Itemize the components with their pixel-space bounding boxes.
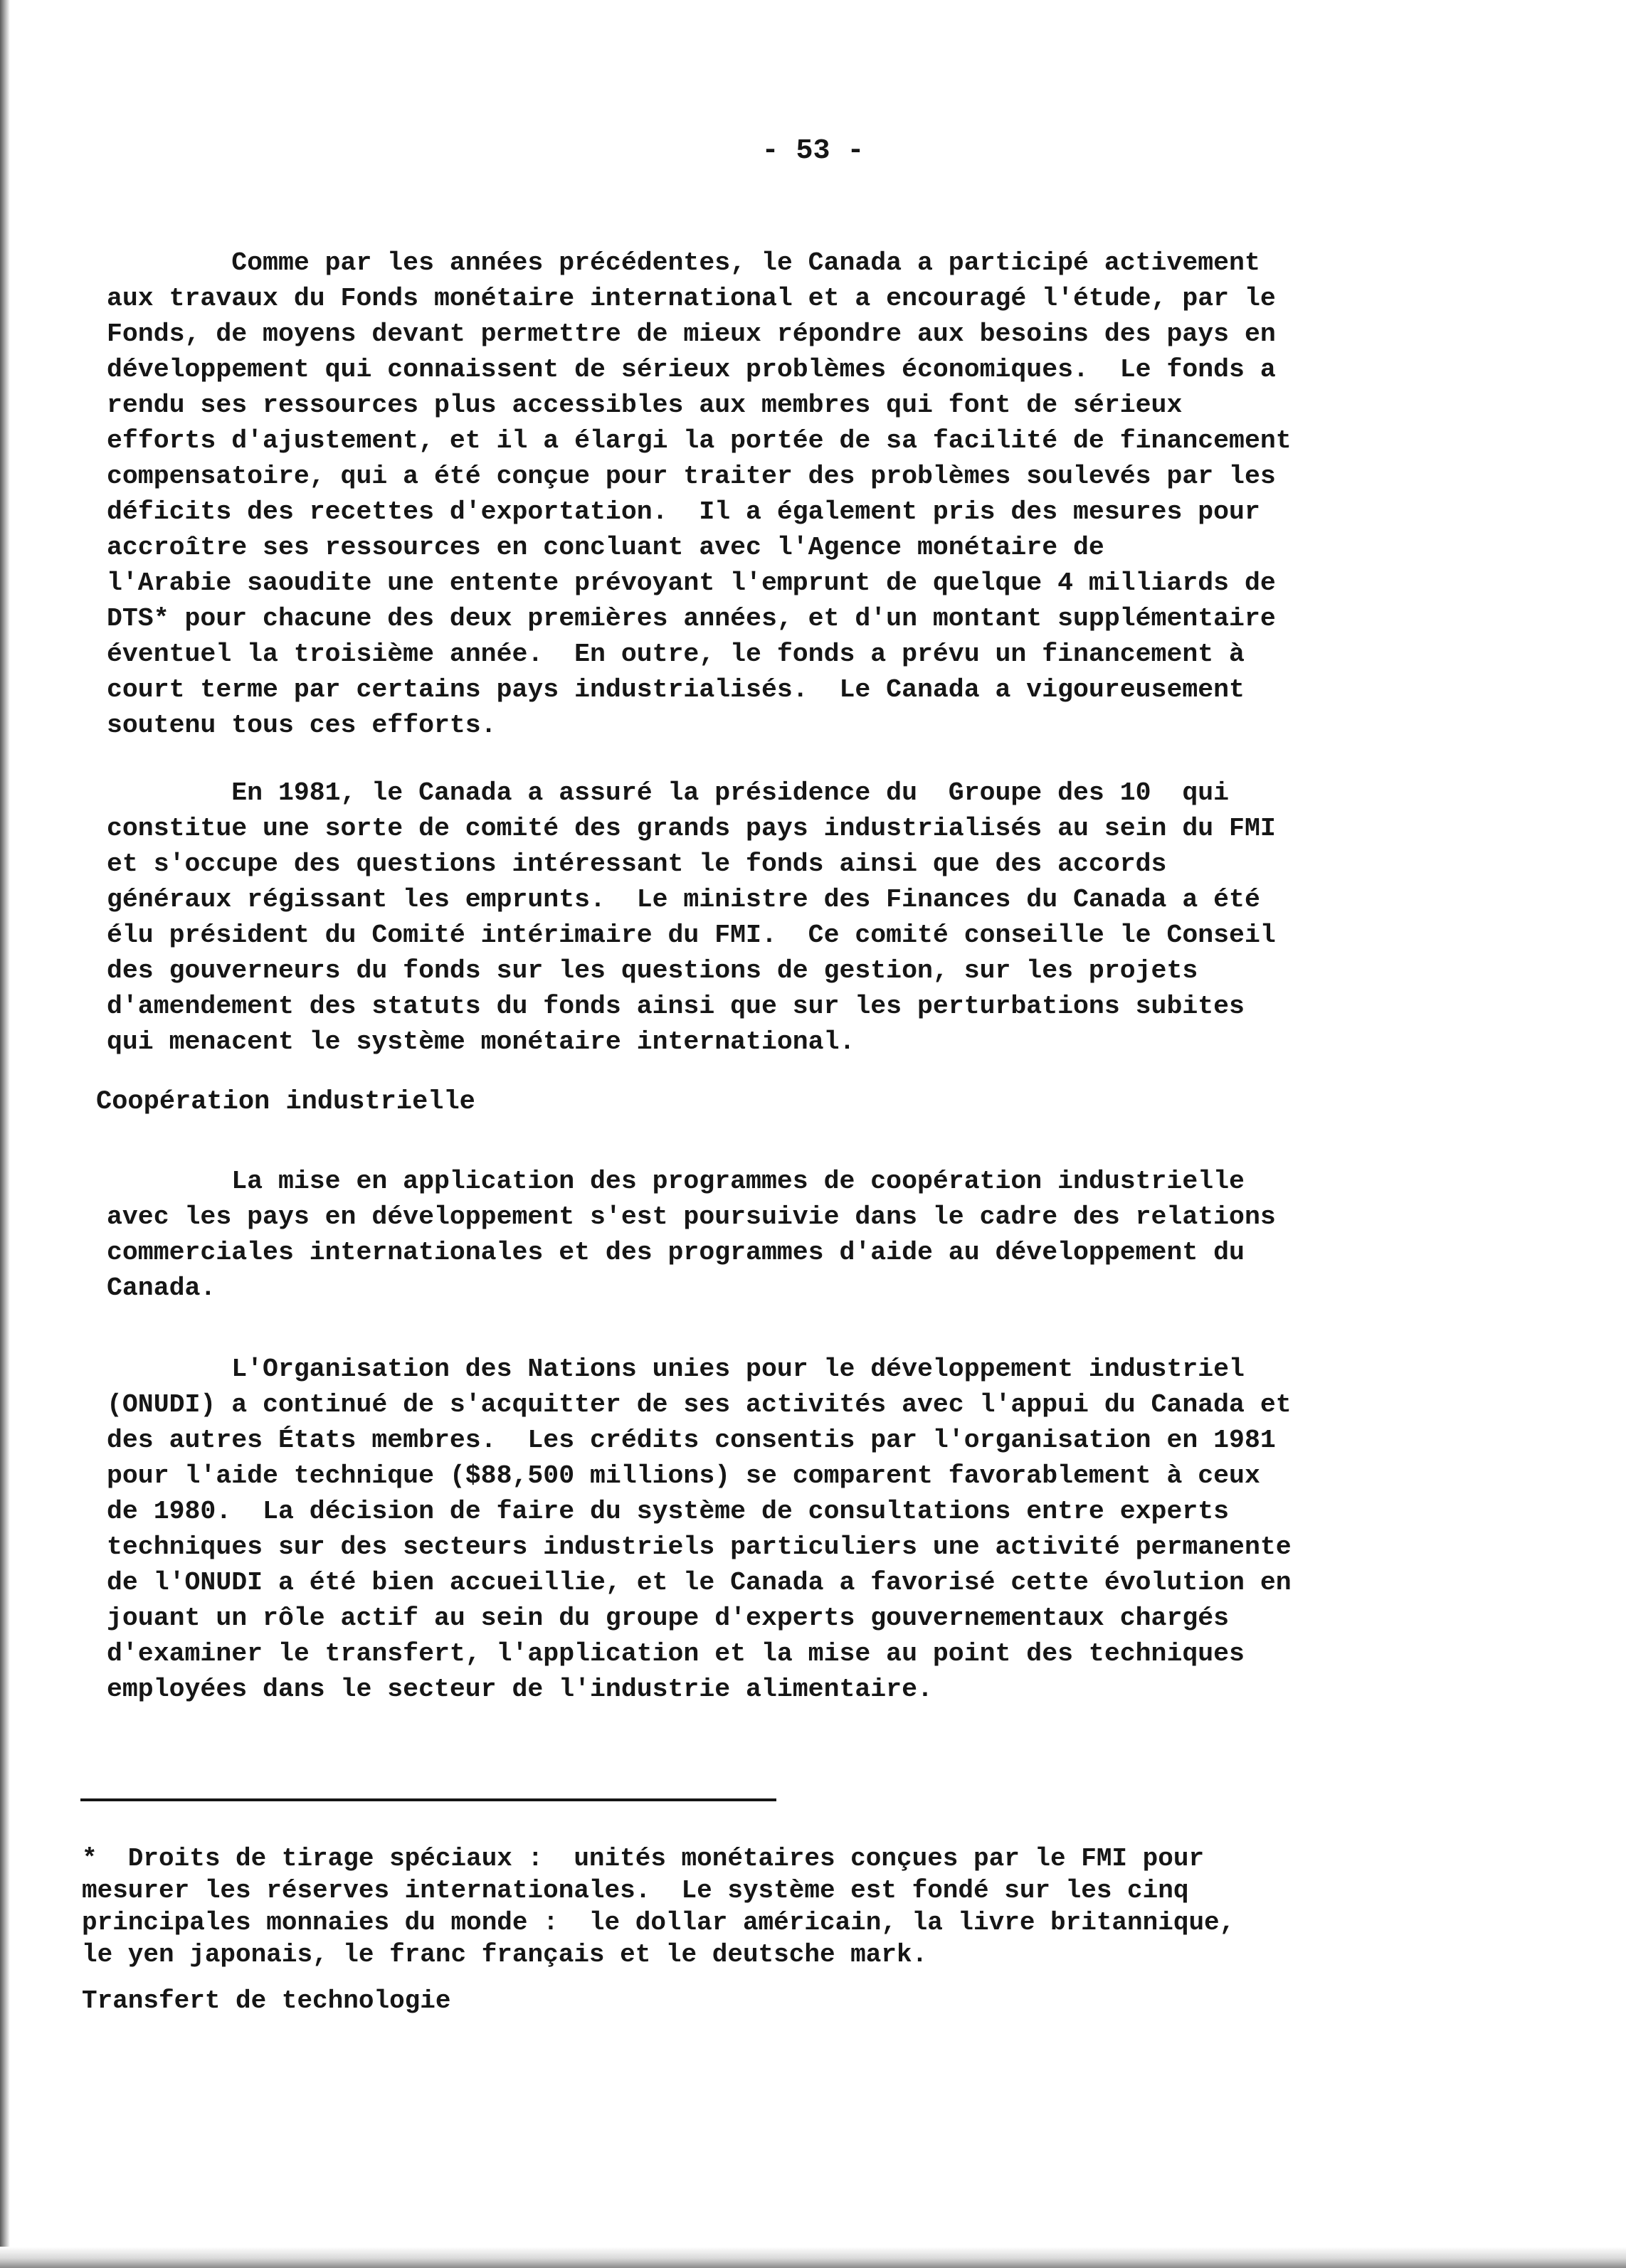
text-line: employées dans le secteur de l'industrie alimentaire. — [107, 1675, 933, 1704]
text-line: pour l'aide technique ($88,500 millions) se comparent favorablement à ceux — [107, 1461, 1260, 1490]
text-line: constitue une sorte de comité des grands pays industrialisés au sein du FMI — [107, 814, 1276, 843]
text-line: jouant un rôle actif au sein du groupe d'experts gouvernementaux chargés — [107, 1604, 1230, 1633]
paragraph-cooperation-industrielle — [107, 1164, 1459, 1306]
text-line: rendu ses ressources plus accessibles aux membres qui font de sérieux — [107, 391, 1183, 420]
text-line: développement qui connaissent de sérieux problèmes économiques. Le fonds a — [107, 355, 1276, 384]
text-line: techniques sur des secteurs industriels particuliers une activité permanente — [107, 1532, 1292, 1562]
text-line: aux travaux du Fonds monétaire international et a encouragé l'étude, par le — [107, 284, 1276, 313]
text-line: Comme par les années précédentes, le Canada a participé activement — [107, 248, 1260, 277]
text-line: Fonds, de moyens devant permettre de mieux répondre aux besoins des pays en — [107, 319, 1276, 349]
text-line: efforts d'ajustement, et il a élargi la portée de sa facilité de financement — [107, 426, 1292, 455]
text-line: accroître ses ressources en concluant avec l'Agence monétaire de — [107, 533, 1104, 562]
text-line: compensatoire, qui a été conçue pour traiter des problèmes soulevés par les — [107, 462, 1276, 491]
text-line: commerciales internationales et des programmes d'aide au développement du — [107, 1238, 1245, 1267]
text-line: La mise en application des programmes de coopération industrielle — [107, 1167, 1245, 1196]
footnote-line: principales monnaies du monde : le dollar américain, la livre britannique, — [82, 1908, 1235, 1937]
text-line: élu président du Comité intérimaire du FMI. Ce comité conseille le Conseil — [107, 921, 1276, 950]
paragraph-fmi-participation — [107, 245, 1459, 743]
text-line: déficits des recettes d'exportation. Il a également pris des mesures pour — [107, 497, 1260, 526]
text-line: Canada. — [107, 1273, 216, 1303]
footnote-line: le yen japonais, le franc français et le deutsche mark. — [82, 1940, 928, 1969]
text-line: et s'occupe des questions intéressant le fonds ainsi que des accords — [107, 849, 1167, 879]
text-line: généraux régissant les emprunts. Le ministre des Finances du Canada a été — [107, 885, 1260, 914]
text-line: de 1980. La décision de faire du système de consultations entre experts — [107, 1497, 1230, 1526]
text-line: En 1981, le Canada a assuré la présidence du Groupe des 10 qui — [107, 778, 1230, 807]
text-line: des autres États membres. Les crédits consentis par l'organisation en 1981 — [107, 1426, 1276, 1455]
text-line: éventuel la troisième année. En outre, le fonds a prévu un financement à — [107, 640, 1245, 669]
scan-left-edge-shadow — [0, 0, 10, 2268]
text-line: d'amendement des statuts du fonds ainsi que sur les perturbations subites — [107, 992, 1245, 1021]
paragraph-groupe-des-10 — [107, 775, 1459, 1060]
footnote — [82, 1843, 1235, 1971]
text-line: soutenu tous ces efforts. — [107, 711, 497, 740]
scan-bottom-edge-shadow — [0, 2247, 1626, 2268]
text-line: l'Arabie saoudite une entente prévoyant l'emprunt de quelque 4 milliards de — [107, 568, 1276, 598]
text-line: court terme par certains pays industrialisés. Le Canada a vigoureusement — [107, 675, 1245, 704]
text-line: d'examiner le transfert, l'application et la mise au point des techniques — [107, 1639, 1245, 1668]
bottom-caption: Transfert de technologie — [82, 1986, 451, 2015]
text-line: DTS* pour chacune des deux premières années, et d'un montant supplémentaire — [107, 604, 1276, 633]
footnote-line: mesurer les réserves internationales. Le système est fondé sur les cinq — [82, 1876, 1189, 1905]
text-line: (ONUDI) a continué de s'acquitter de ses activités avec l'appui du Canada et — [107, 1390, 1292, 1419]
page-number: - 53 - — [761, 135, 865, 167]
text-line: avec les pays en développement s'est poursuivie dans le cadre des relations — [107, 1202, 1276, 1231]
section-heading: Coopération industrielle — [96, 1087, 475, 1117]
text-line: des gouverneurs du fonds sur les questions de gestion, sur les projets — [107, 956, 1198, 985]
paragraph-onudi — [107, 1352, 1459, 1707]
text-line: L'Organisation des Nations unies pour le développement industriel — [107, 1355, 1245, 1384]
text-line: de l'ONUDI a été bien accueillie, et le Canada a favorisé cette évolution en — [107, 1568, 1292, 1597]
footnote-line: * Droits de tirage spéciaux : unités monétaires conçues par le FMI pour — [82, 1844, 1205, 1873]
footnote-divider — [80, 1798, 776, 1801]
text-line: qui menacent le système monétaire international. — [107, 1027, 855, 1056]
